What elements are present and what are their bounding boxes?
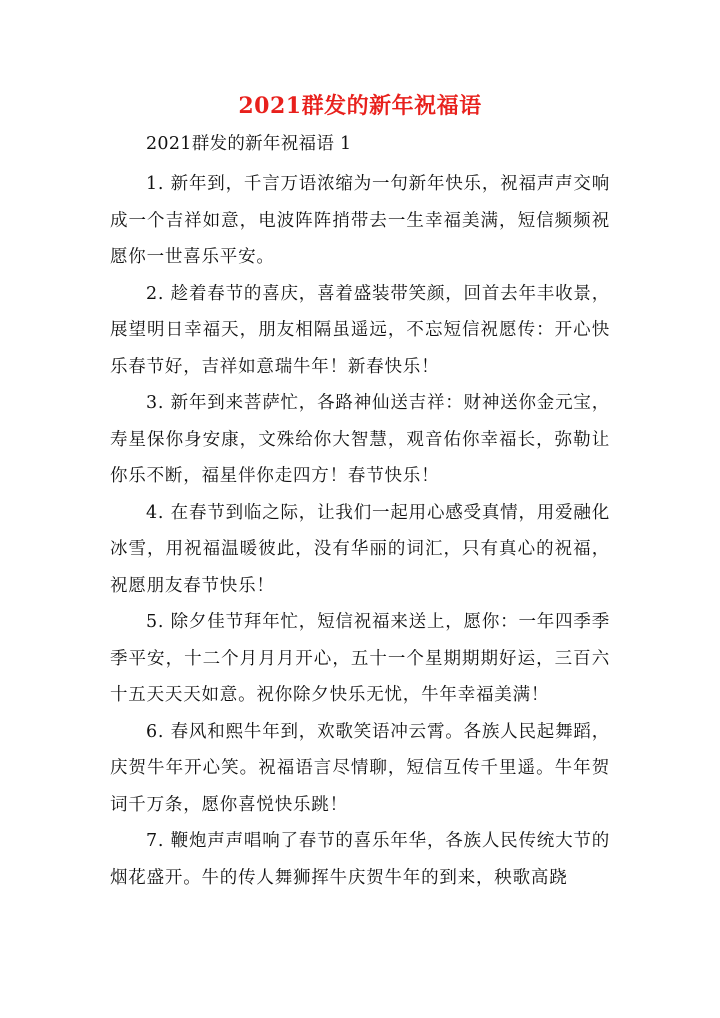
paragraph-7: 7. 鞭炮声声唱响了春节的喜乐年华，各族人民传统大节的烟花盛开。牛的传人舞狮挥牛庆贺牛年的到来，秧歌高跷 bbox=[110, 831, 610, 888]
paragraph-2: 2. 趁着春节的喜庆，喜着盛装带笑颜，回首去年丰收景，展望明日幸福天，朋友相隔虽遥远，不忘短信祝愿传：开心快乐春节好，吉祥如意瑞牛年！新春快乐！ bbox=[110, 283, 610, 377]
section-heading: 2021群发的新年祝福语 1 bbox=[146, 134, 352, 154]
document-body bbox=[110, 130, 610, 896]
document-title: 2021群发的新年祝福语 bbox=[238, 93, 482, 119]
paragraph-1: 1. 新年到，千言万语浓缩为一句新年快乐，祝福声声交响成一个吉祥如意，电波阵阵捎带去一生幸福美满，短信频频祝愿你一世喜乐平安。 bbox=[110, 174, 610, 267]
paragraph-4: 4. 在春节到临之际，让我们一起用心感受真情，用爱融化冰雪，用祝福温暖彼此，没有华丽的词汇，只有真心的祝福，祝愿朋友春节快乐！ bbox=[110, 502, 610, 596]
paragraph-6: 6. 春风和熙牛年到，欢歌笑语冲云霄。各族人民起舞蹈，庆贺牛年开心笑。祝福语言尽情聊，短信互传千里遥。牛年贺词千万条，愿你喜悦快乐跳！ bbox=[110, 721, 610, 815]
paragraph-5: 5. 除夕佳节拜年忙，短信祝福来送上，愿你：一年四季季季平安，十二个月月月开心，五十一个星期期期好运，三百六十五天天天如意。祝你除夕快乐无忧，牛年幸福美满！ bbox=[110, 612, 610, 705]
paragraph-3: 3. 新年到来菩萨忙，各路神仙送吉祥：财神送你金元宝，寿星保你身安康，文殊给你大智慧，观音佑你幸福长，弥勒让你乐不断，福星伴你走四方！春节快乐！ bbox=[110, 393, 610, 486]
